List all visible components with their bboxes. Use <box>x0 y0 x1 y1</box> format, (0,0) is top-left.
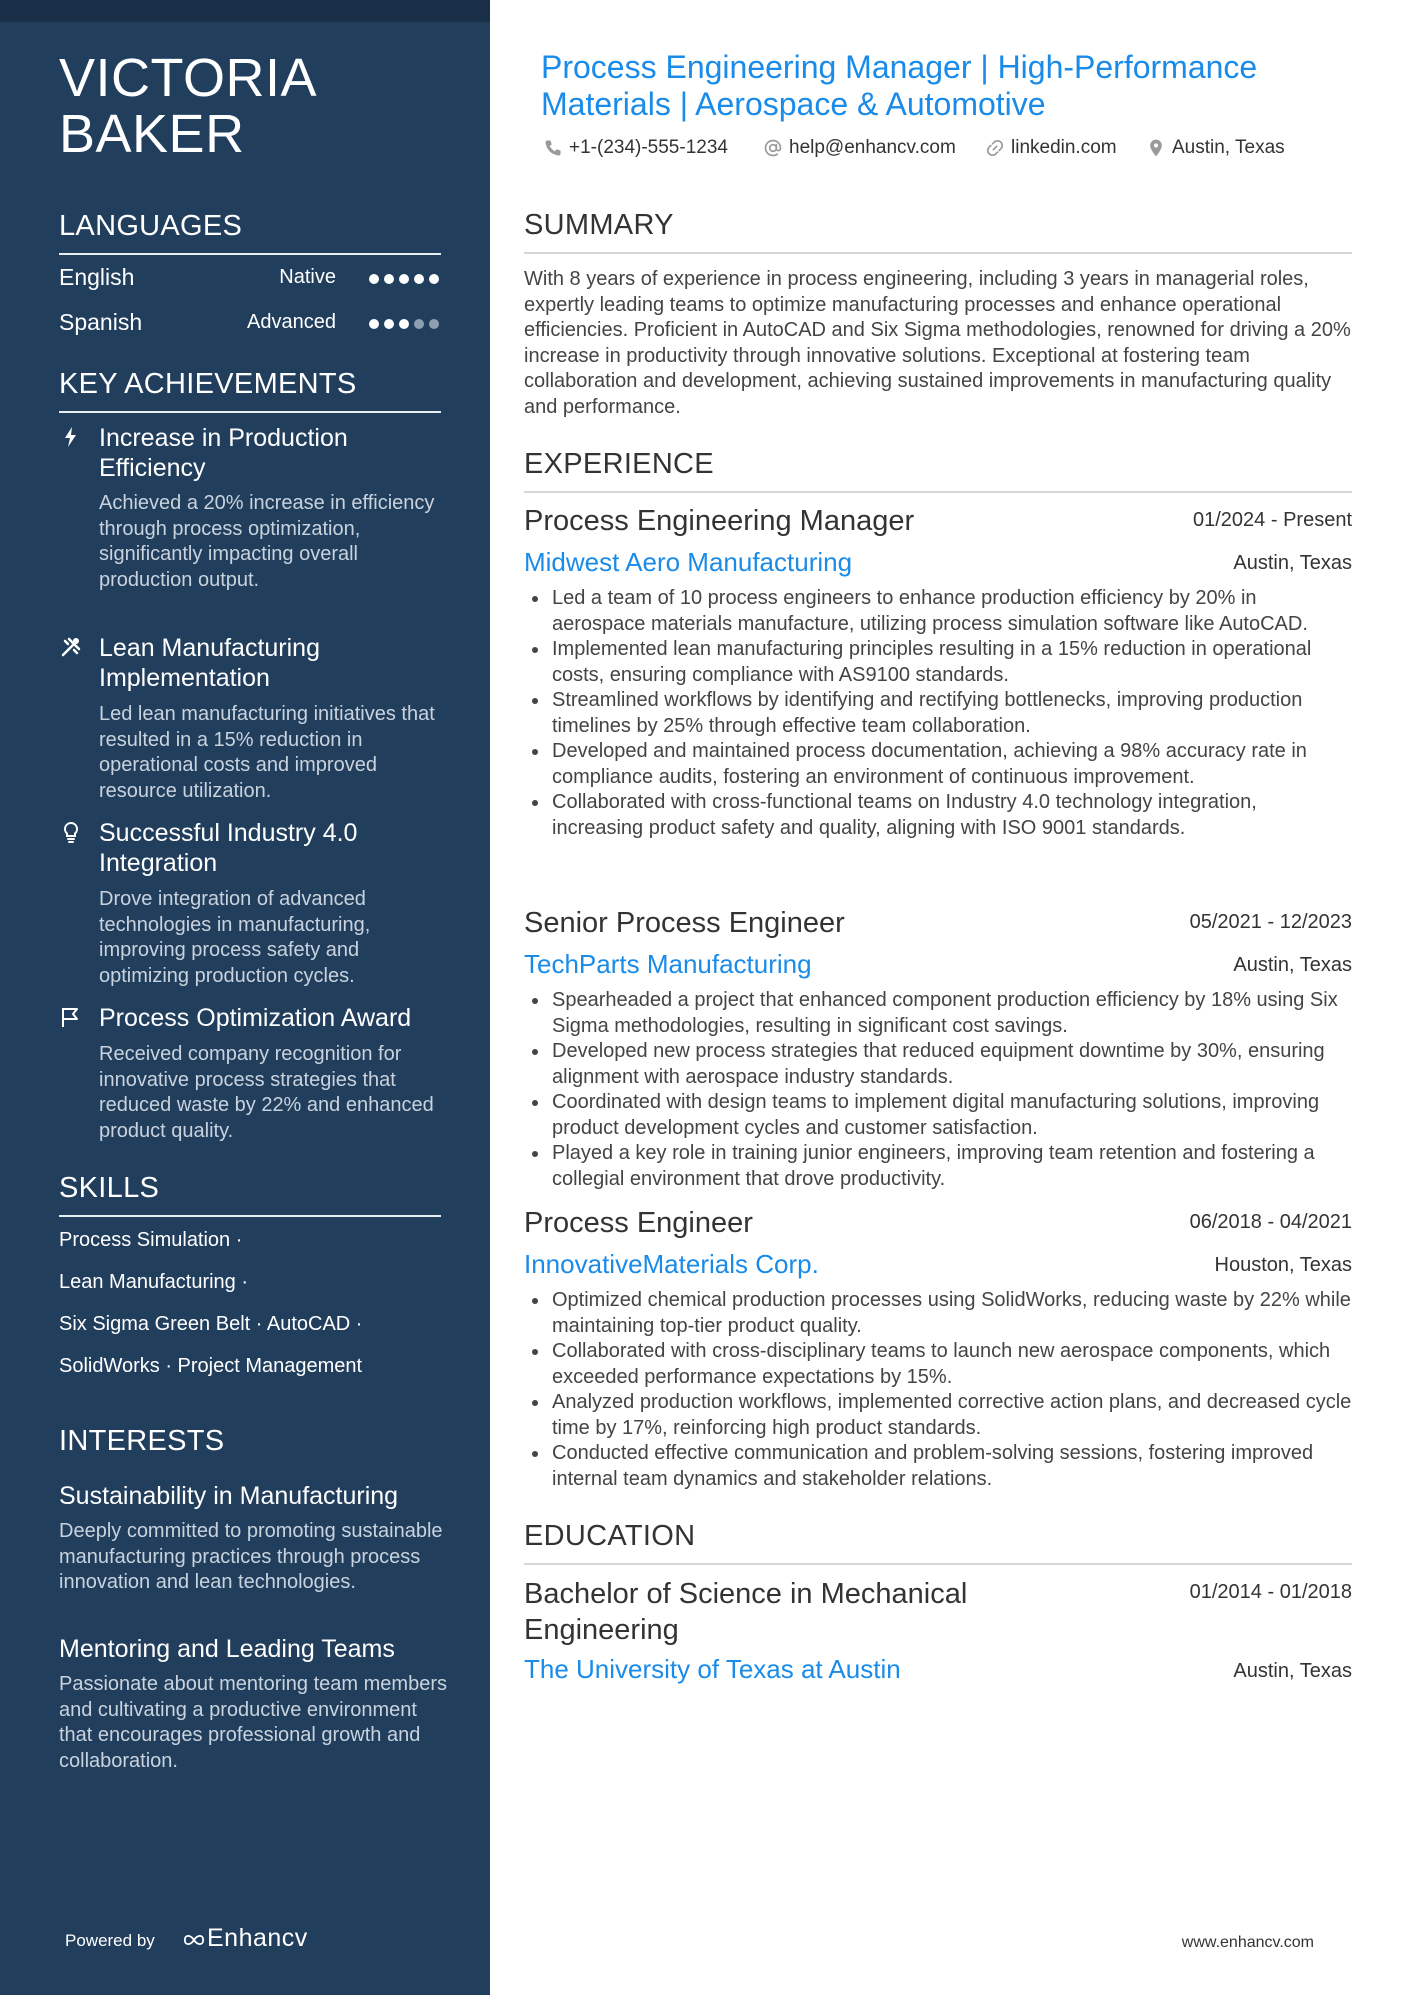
job-company[interactable]: Midwest Aero Manufacturing <box>524 547 853 577</box>
list-item: Led a team of 10 process engineers to enhance production efficiency by 20% in aerospace materials manufacture, utilizing process simulation software like AutoCAD. <box>524 586 1352 637</box>
job-bullets <box>524 1288 1352 1492</box>
list-item: Conducted effective communication and problem-solving sessions, fostering improved internal team dynamics and stakeholder relations. <box>524 1441 1352 1492</box>
lightning-icon <box>59 425 83 449</box>
location-text: Austin, Texas <box>1172 137 1285 158</box>
job-role: Process Engineering Manager <box>524 505 915 537</box>
lightbulb-icon <box>59 820 83 844</box>
footer-url[interactable]: www.enhancv.com <box>1181 1934 1314 1951</box>
email-text: help@enhancv.com <box>789 137 956 158</box>
list-item: Collaborated with cross-functional teams on Industry 4.0 technology integration, increasing product safety and quality, aligning with ISO 9001 standards. <box>524 790 1352 841</box>
language-rating <box>369 319 441 331</box>
skills-heading: SKILLS <box>59 1172 441 1217</box>
list-item: Played a key role in training junior engineers, improving team retention and fostering a collegial environment that drove productivity. <box>524 1141 1352 1192</box>
job-location: Houston, Texas <box>1214 1254 1352 1276</box>
enhancv-logo-icon <box>183 1929 205 1951</box>
name-first: VICTORIA <box>59 48 318 108</box>
sidebar-top-band <box>0 0 490 22</box>
language-name: Spanish <box>59 309 143 335</box>
list-item: Spearheaded a project that enhanced component production efficiency by 18% using Six Sigma methodologies, resulting in significant cost savings. <box>524 988 1352 1039</box>
phone-icon <box>543 138 563 158</box>
list-item: Optimized chemical production processes using SolidWorks, reducing waste by 22% while maintaining top-tier product quality. <box>524 1288 1352 1339</box>
name-last: BAKER <box>59 104 245 164</box>
headline-title: Process Engineering Manager | High-Performance Materials | Aerospace & Automotive <box>541 49 1258 122</box>
education-location: Austin, Texas <box>1233 1660 1352 1682</box>
skill-line: Six Sigma Green Belt · AutoCAD · <box>59 1313 363 1335</box>
education-heading: EDUCATION <box>524 1520 1352 1565</box>
rating-dot <box>369 319 379 329</box>
language-row <box>59 309 441 343</box>
education-school[interactable]: The University of Texas at Austin <box>524 1654 901 1684</box>
interests-heading: INTERESTS <box>59 1425 225 1457</box>
skill-line: SolidWorks · Project Management <box>59 1355 363 1377</box>
rating-dot <box>414 274 424 284</box>
job-dates: 06/2018 - 04/2021 <box>1189 1211 1352 1233</box>
summary-text: With 8 years of experience in process engineering, including 3 years in managerial roles, expertly leading teams to optimize manufacturing processes and enhance operational efficiencies. Proficient in AutoCAD and Six Sigma methodologies, renowned for driving a 20% increase in productivity through innovative solutions. Exceptional at fostering team collaboration and development, achieving sustained improvements in manufacturing quality and performance. <box>524 268 1351 418</box>
language-row <box>59 264 441 298</box>
location-pin-icon <box>1146 138 1166 158</box>
education-degree: Bachelor of Science in Mechanical Engineering <box>524 1578 968 1646</box>
achievement-title: Lean Manufacturing Implementation <box>99 634 320 692</box>
list-item: Analyzed production workflows, implemented corrective action plans, and decreased cycle time by 17%, reinforcing high product standards. <box>524 1390 1352 1441</box>
interest-title: Sustainability in Manufacturing <box>59 1482 399 1510</box>
job-location: Austin, Texas <box>1233 954 1352 976</box>
achievements-heading: KEY ACHIEVEMENTS <box>59 368 441 413</box>
language-name: English <box>59 264 135 290</box>
rating-dot <box>399 319 409 329</box>
language-rating <box>369 274 441 286</box>
linkedin-text: linkedin.com <box>1011 137 1117 158</box>
job-dates: 01/2024 - Present <box>1193 509 1352 531</box>
list-item: Streamlined workflows by identifying and rectifying bottlenecks, improving production timelines by 25% through effective team collaboration. <box>524 688 1352 739</box>
list-item: Developed and maintained process documentation, achieving a 98% accuracy rate in compliance audits, fostering an environment of continuous improvement. <box>524 739 1352 790</box>
achievement-desc: Drove integration of advanced technologies in manufacturing, improving process safety and optimizing production cycles. <box>99 888 371 987</box>
language-level: Native <box>279 266 336 288</box>
achievement-desc: Received company recognition for innovative process strategies that reduced waste by 22% and enhanced product quality. <box>99 1043 434 1142</box>
job-role: Process Engineer <box>524 1207 753 1239</box>
achievement-desc: Led lean manufacturing initiatives that resulted in a 15% reduction in operational costs and improved resource utilization. <box>99 703 435 802</box>
powered-by-label: Powered by <box>65 1931 155 1950</box>
job-dates: 05/2021 - 12/2023 <box>1189 911 1352 933</box>
tools-icon <box>59 635 83 659</box>
rating-dot <box>369 274 379 284</box>
languages-heading: LANGUAGES <box>59 210 441 255</box>
rating-dot <box>384 319 394 329</box>
interest-desc: Passionate about mentoring team members and cultivating a productive environment that encourages professional growth and collaboration. <box>59 1673 447 1772</box>
language-level: Advanced <box>247 311 336 333</box>
education-dates: 01/2014 - 01/2018 <box>1189 1581 1352 1603</box>
interest-title: Mentoring and Leading Teams <box>59 1635 395 1663</box>
summary-heading: SUMMARY <box>524 209 1352 254</box>
list-item: Implemented lean manufacturing principles resulting in a 15% reduction in operational costs, ensuring compliance with AS9100 standards. <box>524 637 1352 688</box>
list-item: Coordinated with design teams to implement digital manufacturing solutions, improving product development cycles and customer satisfaction. <box>524 1090 1352 1141</box>
sidebar <box>0 0 490 1995</box>
list-item: Developed new process strategies that reduced equipment downtime by 30%, ensuring alignment with aerospace industry standards. <box>524 1039 1352 1090</box>
rating-dot <box>384 274 394 284</box>
experience-heading: EXPERIENCE <box>524 448 1352 493</box>
link-icon <box>985 138 1005 158</box>
flag-icon <box>59 1005 83 1029</box>
achievement-title: Successful Industry 4.0 Integration <box>99 819 358 877</box>
job-role: Senior Process Engineer <box>524 907 845 939</box>
interest-desc: Deeply committed to promoting sustainable manufacturing practices through process innovation and lean technologies. <box>59 1520 443 1593</box>
enhancv-brand: Enhancv <box>207 1924 308 1952</box>
rating-dot <box>429 274 439 284</box>
job-company[interactable]: InnovativeMaterials Corp. <box>524 1249 819 1279</box>
rating-dot-empty <box>429 319 439 329</box>
at-icon <box>763 138 783 158</box>
achievement-title: Process Optimization Award <box>99 1004 412 1032</box>
achievement-desc: Achieved a 20% increase in efficiency through process optimization, significantly impacting overall production output. <box>99 492 435 591</box>
candidate-name <box>59 50 459 162</box>
rating-dot-empty <box>414 319 424 329</box>
job-company[interactable]: TechParts Manufacturing <box>524 949 812 979</box>
skill-line: Process Simulation · <box>59 1229 243 1251</box>
job-location: Austin, Texas <box>1233 552 1352 574</box>
achievement-title: Increase in Production Efficiency <box>99 424 348 482</box>
rating-dot <box>399 274 409 284</box>
phone-text: +1-(234)-555-1234 <box>569 137 728 158</box>
job-bullets <box>524 988 1352 1192</box>
list-item: Collaborated with cross-disciplinary teams to launch new aerospace components, which exceeded performance expectations by 15%. <box>524 1339 1352 1390</box>
job-bullets <box>524 586 1352 841</box>
skill-line: Lean Manufacturing · <box>59 1271 249 1293</box>
